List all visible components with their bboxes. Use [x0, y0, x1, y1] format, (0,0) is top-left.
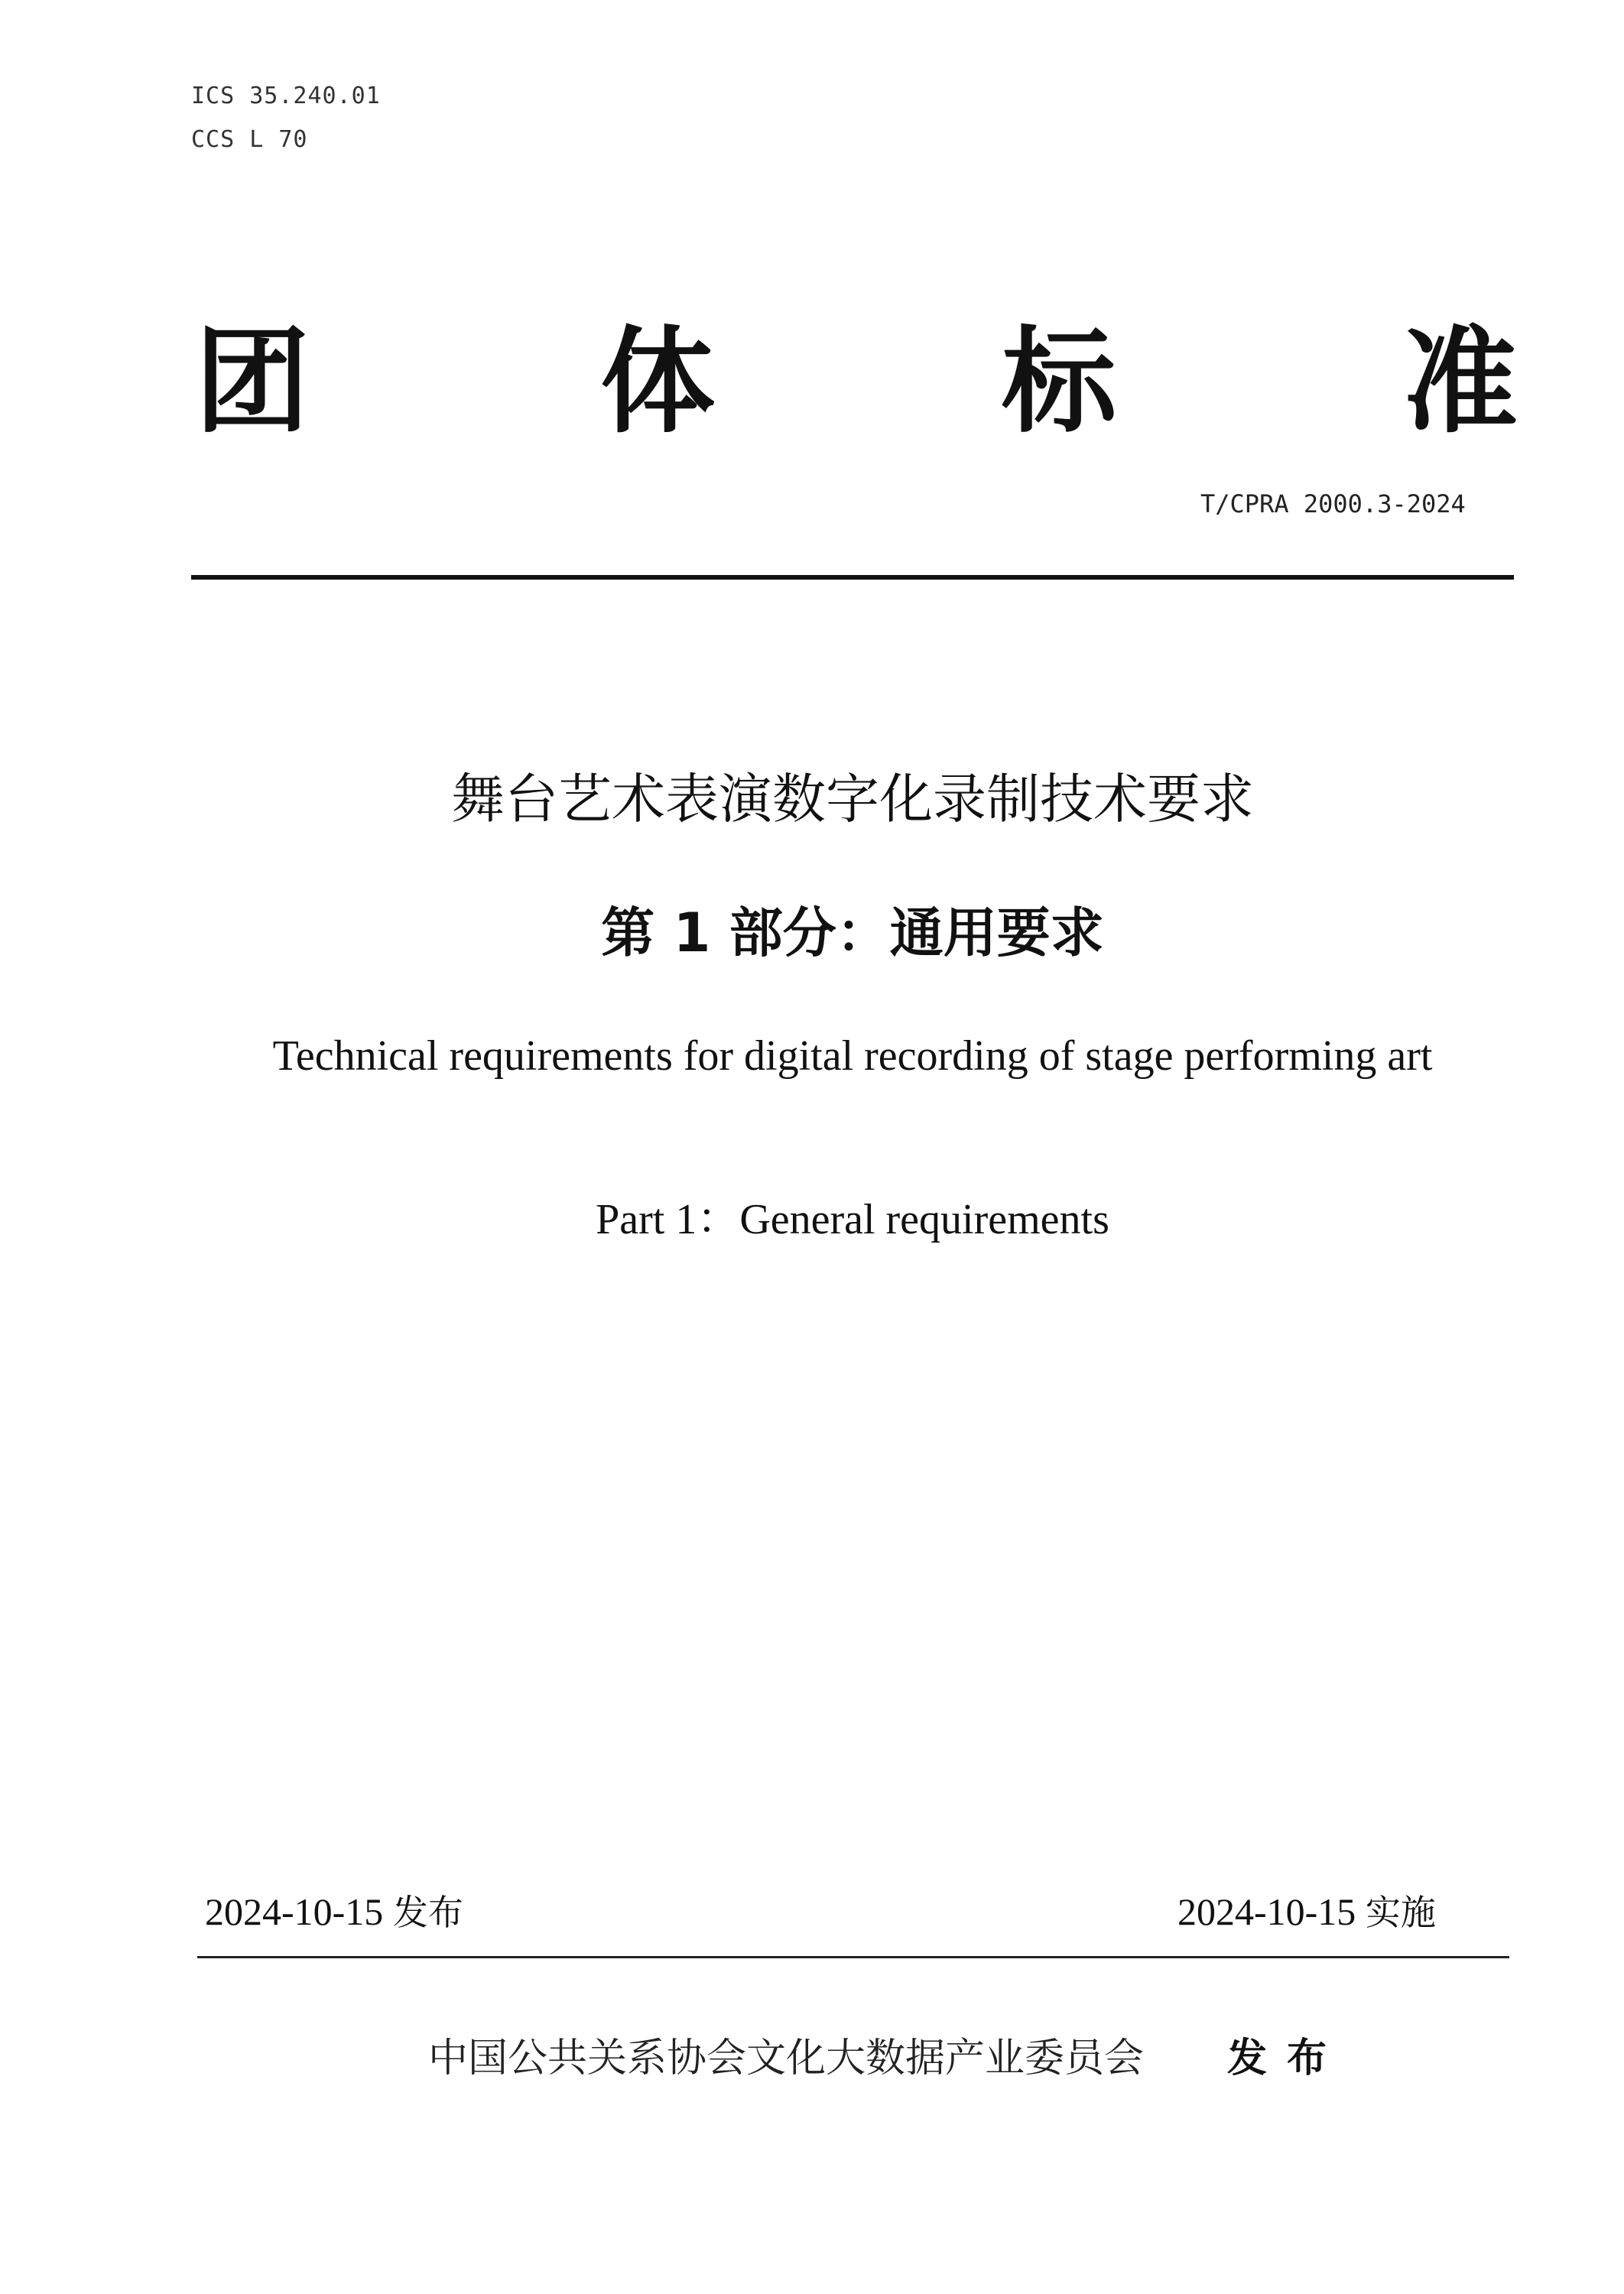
release-label: 发布: [392, 1892, 463, 1933]
implementation-label: 实施: [1365, 1892, 1436, 1933]
part-title-english: Part 1：General requirements: [596, 1196, 1109, 1243]
ics-code: ICS 35.240.01: [191, 83, 381, 109]
standard-type-char-2: 体: [600, 316, 716, 449]
implementation-date-block: [1177, 1889, 1436, 1935]
standard-type-char-4: 准: [1403, 316, 1518, 449]
publisher-label: 发布: [1227, 2036, 1347, 2081]
part-title-chinese: 第 1 部分：通用要求: [601, 902, 1104, 964]
release-date: 2024-10-15: [205, 1890, 384, 1933]
ccs-code: CCS L 70: [191, 126, 308, 153]
title-english: Technical requirements for digital recording of stage performing art: [272, 1032, 1433, 1080]
standard-type-char-1: 团: [195, 316, 310, 449]
header-divider: [191, 575, 1514, 580]
release-date-block: [205, 1889, 463, 1935]
standard-type-char-3: 标: [1002, 316, 1117, 449]
implementation-date: 2024-10-15: [1177, 1890, 1356, 1933]
footer-divider: [197, 1956, 1509, 1958]
title-chinese: 舞台艺术表演数字化录制技术要求: [451, 768, 1254, 830]
standard-number: T/CPRA 2000.3-2024: [1200, 489, 1466, 518]
publisher-organization: 中国公共关系协会文化大数据产业委员会: [428, 2036, 1145, 2081]
